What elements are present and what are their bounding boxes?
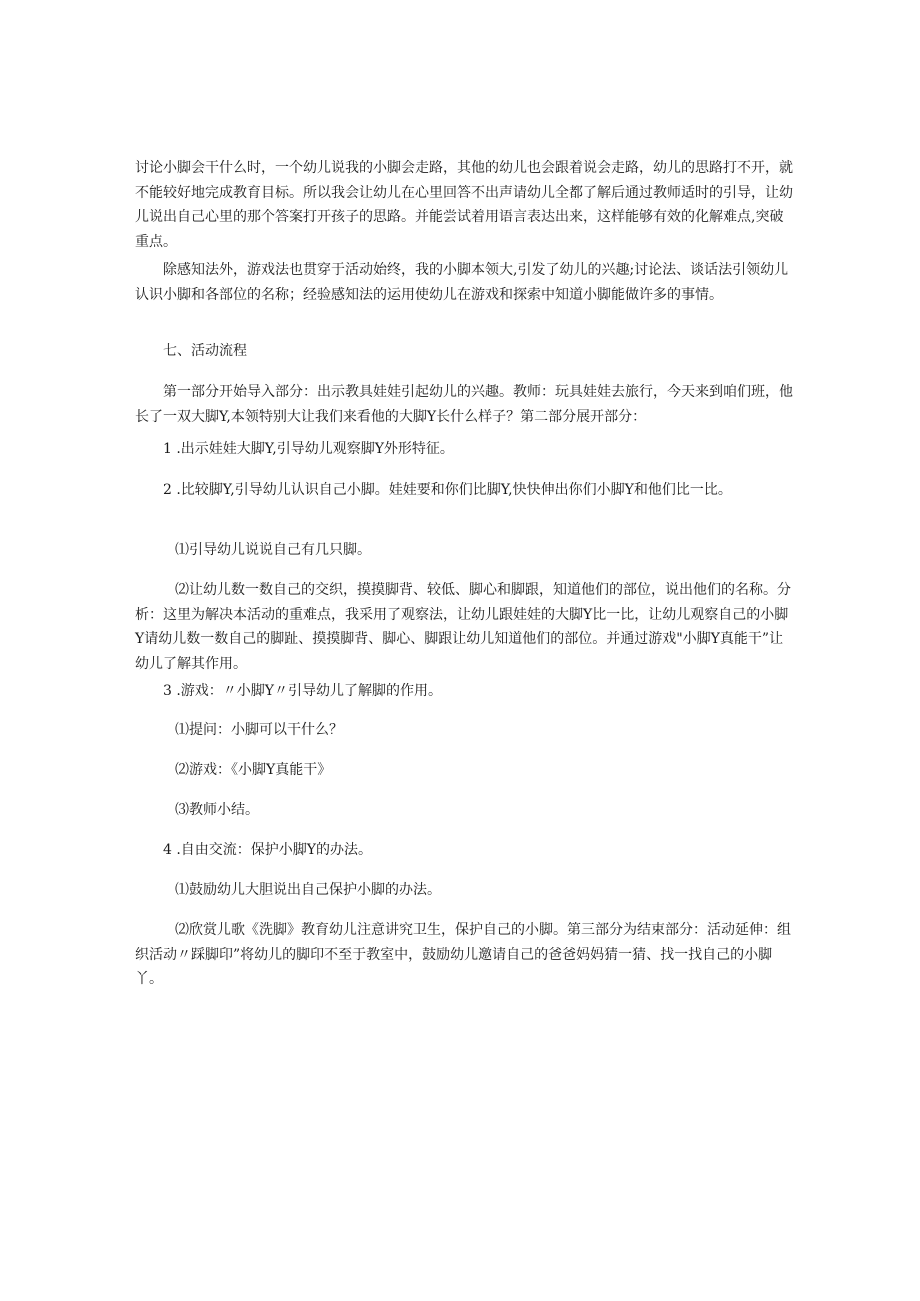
list-item-1: 1 .出示娃娃大脚Y,引导幼儿观察脚Y外形特征。 [163,441,454,457]
sub-item-4-1: ⑴鼓励幼儿大胆说出自己保护小脚的办法。 [175,882,441,898]
paragraph-methods: 除感知法外，游戏法也贯穿于活动始终，我的小脚本领大,引发了幼儿的兴趣;讨论法、谈话法引领幼儿认识小脚和各部位的名称；经验感知法的运用使幼儿在游戏和探索中知道小脚能做许多的事情。 [135,262,789,303]
section-heading-activity-flow: 七、活动流程 [163,343,247,359]
list-item-3: 3 .游戏：〃小脚Y〃引导幼儿了解脚的作用。 [163,683,443,699]
sub-item-3-3: ⑶教师小结。 [175,802,259,818]
sub-item-2-2: ⑵让幼儿数一数自己的交织，摸摸脚背、较低、脚心和脚跟，知道他们的部位，说出他们的名称。分析：这里为解决本活动的重难点，我采用了观察法，让幼儿跟娃娃的大脚Y比一比，让幼儿观察自己的小脚Y请幼儿数一数自己的脚趾、摸摸脚背、脚心、脚跟让幼儿知道他们的部位。并通过游戏"小脚Y真能干”让幼儿了解其作用。 [135,582,791,672]
list-item-4: 4 .自由交流：保护小脚Y的办法。 [163,842,373,858]
sub-item-4-2: ⑵欣赏儿歌《洗脚》教育幼儿注意讲究卫生，保护自己的小脚。第三部分为结束部分：活动延伸：组织活动〃踩脚印”将幼儿的脚印不至于教室中，鼓励幼儿邀请自己的爸爸妈妈猜一猜、找一找自己的小脚丫。 [135,922,791,987]
sub-item-3-2: ⑵游戏：《小脚Y真能干》 [175,762,332,778]
paragraph-part-one: 第一部分开始导入部分：出示教具娃娃引起幼儿的兴趣。教师：玩具娃娃去旅行，今天来到咱们班，他长了一双大脚Y,本领特别大让我们来看他的大脚Y长什么样子？第二部分展开部分： [135,384,793,425]
sub-item-3-1: ⑴提问：小脚可以干什么？ [175,722,343,738]
paragraph-discussion-difficulty: 讨论小脚会干什么时，一个幼儿说我的小脚会走路，其他的幼儿也会跟着说会走路，幼儿的思路打不开，就不能较好地完成教育目标。所以我会让幼儿在心里回答不出声请幼儿全都了解后通过教师适时的引导，让幼儿说出自己心里的那个答案打开孩子的思路。并能尝试着用语言表达出来，这样能够有效的化解难点,突破重点。 [135,160,793,250]
list-item-2: 2 .比较脚Y,引导幼儿认识自己小脚。娃娃要和你们比脚Y,快快伸出你们小脚Y和他们比一比。 [163,482,732,498]
sub-item-2-1: ⑴引导幼儿说说自己有几只脚。 [175,542,371,558]
